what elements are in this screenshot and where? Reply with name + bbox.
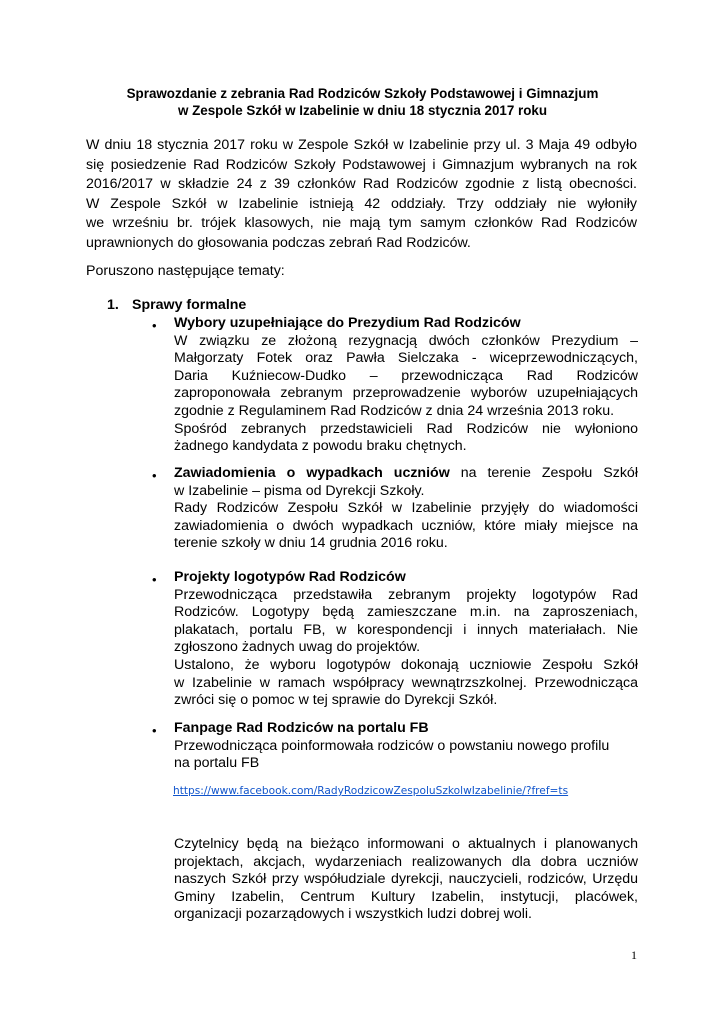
intro-line: W dniu 18 stycznia 2017 roku w Zespole Szkół w Izabelinie przy ul. 3 Maja 49 odbyło (86, 137, 637, 153)
closing-line: naszych Szkół przy współudziale dyrekcji, nauczycieli, rodziców, Urzędu (174, 871, 638, 888)
intro-paragraph (86, 136, 637, 254)
bullet-icon: • (152, 572, 157, 587)
closing-line: Gminy Izabelin, Centrum Kultury Izabelin, instytucji, placówek, (174, 888, 638, 905)
item-heading: Projekty logotypów Rad Rodziców (174, 569, 406, 585)
item-heading: Zawiadomienia o wypadkach uczniów (174, 465, 450, 481)
item-line: terenie szkoły w dniu 14 grudnia 2016 roku. (174, 535, 448, 552)
item-line: zgodnie z Regulaminem Rad Rodziców z dnia 24 września 2013 roku. (174, 402, 615, 419)
bullet-icon: • (152, 468, 157, 483)
intro-line: uprawnionych do głosowania podczas zebrań Rad Rodziców. (86, 234, 471, 251)
item-line: Rodziców. Logotypy będą zamieszczane m.in. na zaproszeniach, (174, 604, 638, 621)
item-heading-rest: na terenie Zespołu Szkół (449, 465, 638, 481)
item-logos (174, 569, 638, 710)
section-number: 1. (107, 297, 119, 313)
item-line: zgłoszono żadnych uwag do projektów. (174, 639, 421, 656)
item-heading: Wybory uzupełniające do Prezydium Rad Rodziców (174, 315, 521, 331)
item-line: plakatach, portalu FB, w korespondencji i innych materiałach. Nie (174, 621, 638, 638)
topics-intro: Poruszono następujące tematy: (86, 263, 285, 279)
item-line: Przewodnicząca poinformowała rodziców o powstaniu nowego profilu (174, 737, 610, 754)
item-line: Spośród zebranych przedstawicieli Rad Rodziców nie wyłoniono (174, 420, 638, 437)
item-line: w Izabelinie – pisma od Dyrekcji Szkoły. (174, 482, 425, 499)
section-heading: Sprawy formalne (132, 297, 247, 313)
closing-paragraph (174, 836, 638, 924)
item-line: Małgorzaty Fotek oraz Pawła Sielczaka - wiceprzewodniczących, (174, 350, 638, 367)
bullet-icon: • (152, 723, 157, 738)
item-line: zaproponowała zebranym przeprowadzenie wyborów uzupełniających (174, 385, 638, 402)
item-line: Rady Rodziców Zespołu Szkół w Izabelinie przyjęły do wiadomości (174, 500, 638, 517)
title-line-2: w Zespole Szkół w Izabelinie w dniu 18 stycznia 2017 roku (177, 103, 548, 118)
closing-line: Czytelnicy będą na bieżąco informowani o aktualnych i planowanych (174, 836, 638, 852)
facebook-link[interactable]: https://www.facebook.com/RadyRodzicowZespoluSzkolwIzabelinie/?fref=ts (173, 785, 569, 797)
item-line: na portalu FB (174, 755, 260, 772)
item-line: żadnego kandydata z powodu braku chętnych. (174, 438, 467, 455)
page-number: 1 (631, 948, 637, 962)
item-fanpage (174, 720, 638, 773)
item-heading: Fanpage Rad Rodziców na portalu FB (174, 720, 429, 736)
title-line-1: Sprawozdanie z zebrania Rad Rodziców Szkoły Podstawowej i Gimnazjum (126, 86, 599, 101)
bullet-icon: • (152, 318, 157, 333)
item-line: Daria Kuźniecow-Dudko – przewodnicząca Rad Rodziców (174, 367, 638, 384)
intro-line: 2016/2017 w składzie 24 z 39 członków Rad Rodziców zgodnie z listą obecności. (86, 176, 637, 193)
closing-line: projektach, akcjach, wydarzeniach realizowanych dla dobra uczniów (174, 853, 638, 870)
item-line: zwróci się o pomoc w tej sprawie do Dyrekcji Szkół. (174, 692, 498, 709)
item-line: w Izabelinie w ramach współpracy wewnątrzszkolnej. Przewodnicząca (174, 674, 638, 691)
item-line: Ustalono, że wyboru logotypów dokonają uczniowie Zespołu Szkół (174, 656, 638, 673)
closing-line: organizacji pozarządowych i wszystkich ludzi dobrej woli. (174, 906, 532, 923)
item-accidents (174, 465, 638, 553)
intro-line: we wrześniu br. trójek klasowych, nie mają tym samym członków Rad Rodziców (86, 215, 637, 232)
item-line: zawiadomienia o dwóch wypadkach uczniów, które miały miejsce na (174, 517, 638, 534)
item-heading-line (174, 465, 638, 483)
item-line: Przewodnicząca przedstawiła zebranym projekty logotypów Rad (174, 586, 638, 603)
item-elections (174, 315, 638, 456)
intro-line: się posiedzenie Rad Rodziców Szkoły Podstawowej i Gimnazjum wybranych na rok (86, 156, 637, 173)
item-line: W związku ze złożoną rezygnacją dwóch członków Prezydium – (174, 332, 638, 349)
document-title (60, 85, 665, 119)
intro-line: W Zespole Szkół w Izabelinie istnieją 42 oddziały. Trzy oddziały nie wyłoniły (86, 195, 637, 212)
